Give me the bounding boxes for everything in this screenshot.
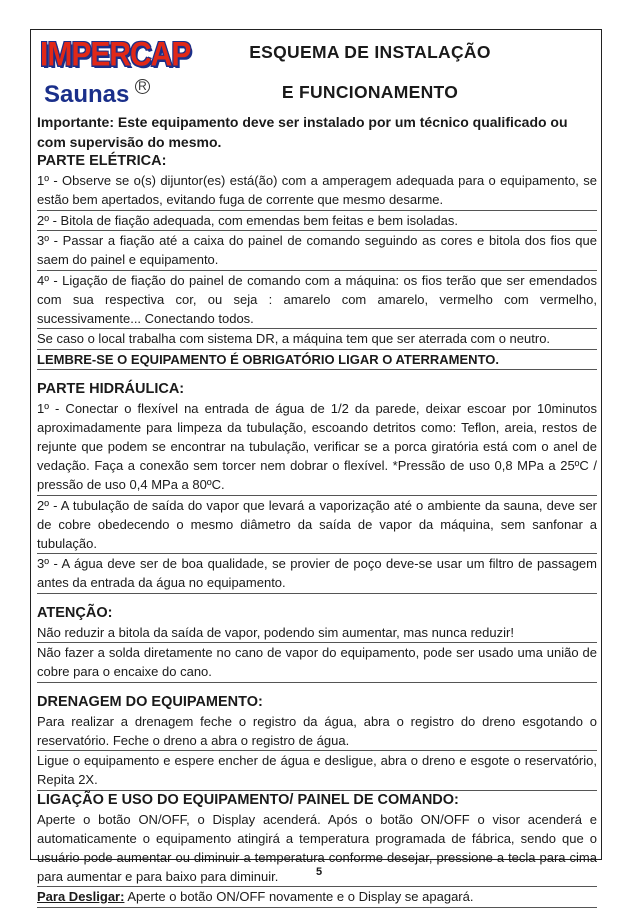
paragraph: Aperte o botão ON/OFF, o Display acenderá. Após o botão ON/OFF o visor acenderá e automaticamente o equipamento atingirá a temperatura programada de fábrica, sendo que o usuário pode aumentar ou diminuir a temperatura conforme desejar, pressione a tecla para cima para aumentar e para baixo para diminuir.	[37, 810, 597, 888]
page-number: 5	[315, 866, 323, 878]
logo-brand: IMPERCAP	[40, 35, 191, 74]
paragraph: 4º - Ligação de fiação do painel de comando com a máquina: os fios terão que ser emendados com sua respectiva cor, ou seja : amarelo com amarelo, vermelho com vermelho, sucessivamente... Conectando todos.	[37, 271, 597, 330]
paragraph: Não reduzir a bitola da saída de vapor, podendo sim aumentar, mas nunca reduzir!	[37, 623, 597, 644]
registered-mark: R	[135, 79, 150, 94]
paragraph: Para realizar a drenagem feche o registro da água, abra o registro do dreno esgotando o reservatório. Feche o dreno a abra o registro de água.	[37, 712, 597, 752]
paragraph: 1º - Conectar o flexível na entrada de água de 1/2 da parede, deixar escoar por 10minutos aproximadamente para limpeza da tubulação, escoando detritos como: Teflon, areia, restos de rejunte que podem se encontrar na tubulação, verificar se a porca giratória está com o anel de vedação. Faça a conexão sem torcer nem dobrar o flexível. *Pressão de uso 0,8 MPa a 25ºC / pressão de uso 0,4 MPa a 80ºC.	[37, 399, 597, 496]
paragraph: Se caso o local trabalha com sistema DR, a máquina tem que ser aterrada com o neutro.	[37, 329, 597, 350]
desligar-text: Aperte o botão ON/OFF novamente e o Display se apagará.	[124, 889, 474, 904]
paragraph: 2º - Bitola de fiação adequada, com emendas bem feitas e bem isoladas.	[37, 211, 597, 232]
grounding-warning: LEMBRE-SE O EQUIPAMENTO É OBRIGATÓRIO LIGAR O ATERRAMENTO.	[37, 350, 597, 371]
important-notice: Importante: Este equipamento deve ser instalado por um técnico qualificado ou com supervisão do mesmo.	[37, 114, 568, 150]
page-title-line1: ESQUEMA DE INSTALAÇÃO	[249, 42, 491, 62]
paragraph: Ligue o equipamento e espere encher de água e desligue, abra o dreno e esgote o reservatório, Repita 2X.	[37, 751, 597, 791]
section-heading-drenagem: DRENAGEM DO EQUIPAMENTO:	[37, 693, 263, 710]
document-body	[37, 152, 597, 908]
paragraph: 3º - A água deve ser de boa qualidade, se provier de poço deve-se usar um filtro de passagem antes da entrada da água no equipamento.	[37, 554, 597, 594]
desligar-label: Para Desligar:	[37, 889, 125, 904]
page-title-line2: E FUNCIONAMENTO	[281, 82, 459, 102]
section-heading-ligacao: LIGAÇÃO E USO DO EQUIPAMENTO/ PAINEL DE COMANDO:	[37, 791, 459, 808]
paragraph: 3º - Passar a fiação até a caixa do painel de comando seguindo as cores e bitola dos fios que saem do painel e equipamento.	[37, 231, 597, 271]
paragraph: 1º - Observe se o(s) dijuntor(es) está(ão) com a amperagem adequada para o equipamento, se estão bem apertados, evitando fuga de corrente que mesmo desarme.	[37, 171, 597, 211]
paragraph-desligar	[37, 887, 597, 908]
section-heading-atencao: ATENÇÃO:	[37, 604, 113, 621]
impercap-logo	[40, 35, 191, 118]
section-heading-hidraulica: PARTE HIDRÁULICA:	[37, 381, 185, 397]
paragraph: 2º - A tubulação de saída do vapor que levará a vaporização até o ambiente da sauna, deve ser de cobre obedecendo o mesmo diâmetro da saída de vapor da máquina, sem sanfonar a tubulação.	[37, 496, 597, 555]
section-heading-eletrica: PARTE ELÉTRICA:	[37, 153, 167, 169]
logo-sub: Saunas	[44, 81, 130, 108]
paragraph: Não fazer a solda diretamente no cano de vapor do equipamento, pode ser usado uma união de cobre para o encaixe do cano.	[37, 643, 597, 683]
